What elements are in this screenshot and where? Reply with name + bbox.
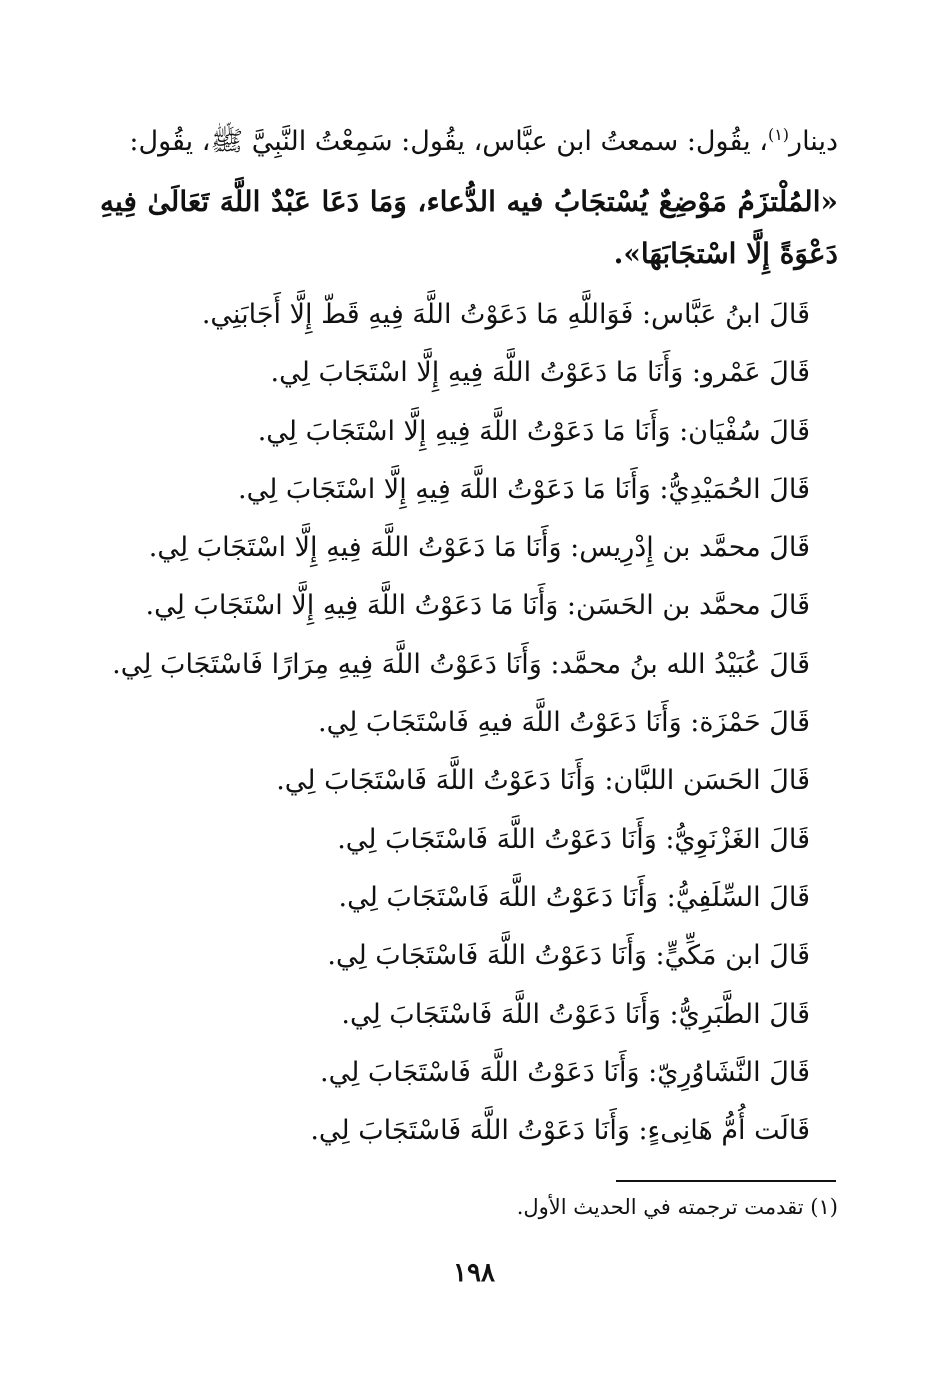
narrations-list	[100, 286, 838, 1160]
footnote-reference[interactable]: (١)	[767, 125, 790, 144]
narration-line: قَالَ حَمْزَة: وَأَنَا دَعَوْتُ اللَّهَ فيهِ فَاسْتَجَابَ لِي.	[317, 707, 810, 739]
narration-line: قَالَ النَّشَاوُرِيّ: وَأَنَا دَعَوْتُ اللَّهَ فَاسْتَجَابَ لِي.	[320, 1056, 810, 1088]
narration-line: قَالَ السِّلَفِيُّ: وَأَنَا دَعَوْتُ اللَّهَ فَاسْتَجَابَ لِي.	[338, 881, 810, 913]
narration-line: قَالَ عَمْرو: وَأَنَا مَا دَعَوْتُ اللَّهَ فِيهِ إِلَّا اسْتَجَابَ لِي.	[270, 357, 810, 389]
narration-line: قَالَ الحُمَيْدِيُّ: وَأَنَا مَا دَعَوْتُ اللَّهَ فِيهِ إِلَّا اسْتَجَابَ لِي.	[237, 473, 810, 505]
narration-line: قَالَ الغَزْنَوِيُّ: وَأَنَا دَعَوْتُ اللَّهَ فَاسْتَجَابَ لِي.	[337, 823, 810, 855]
narration-line: قَالَ الحَسَن اللبَّان: وَأَنَا دَعَوْتُ اللَّهَ فَاسْتَجَابَ لِي.	[276, 765, 810, 797]
narration-line: قَالَ الطَّبَرِيُّ: وَأَنَا دَعَوْتُ اللَّهَ فَاسْتَجَابَ لِي.	[341, 998, 810, 1030]
intro-text-start: دينار	[789, 126, 838, 157]
intro-text-end: ، يقُول: سمعتُ ابن عبَّاس، يقُول: سَمِعْتُ النَّبِيَّ ﷺ، يقُول:	[129, 126, 768, 157]
narration-line: قَالَ سُفْيَان: وَأَنَا مَا دَعَوْتُ اللَّهَ فِيهِ إِلَّا اسْتَجَابَ لِي.	[257, 415, 810, 447]
hadith-text	[100, 176, 838, 280]
narration-line: قَالَ ابنُ عَبَّاس: فَوَاللَّهِ مَا دَعَوْتُ اللَّهَ فِيهِ قَطّ إِلَّا أَجَابَنِي.	[201, 299, 810, 330]
narration-line: قَالَ محمَّد بن الحَسَن: وَأَنَا مَا دَعَوْتُ اللَّهَ فِيهِ إِلَّا اسْتَجَابَ لِي.	[145, 590, 810, 622]
hadith-line-1: «المُلْتزَمُ مَوْضِعٌ يُسْتجَابُ فيه الدُّعاء، وَمَا دَعَا عَبْدٌ اللَّهَ تَعَالَىٰ فِيهِ	[100, 185, 838, 218]
page-number: ١٩٨	[453, 1258, 495, 1288]
narration-line: قَالَ محمَّد بن إِدْرِيس: وَأَنَا مَا دَعَوْتُ اللَّهَ فِيهِ إِلَّا اسْتَجَابَ لِي.	[148, 532, 810, 564]
narration-line: قَالَ عُبَيْدُ الله بنُ محمَّد: وَأَنَا دَعَوْتُ اللَّهَ فِيهِ مِرَارًا فَاسْتَجَابَ لِي.	[112, 648, 810, 680]
footnote-text: (١) تقدمت ترجمته في الحديث الأول.	[516, 1195, 838, 1219]
narration-line: قَالَ ابن مَكِّيٍّ: وَأَنَا دَعَوْتُ اللَّهَ فَاسْتَجَابَ لِي.	[327, 940, 810, 972]
narration-line: قَالَت أُمُّ هَانِىءٍ: وَأَنَا دَعَوْتُ اللَّهَ فَاسْتَجَابَ لِي.	[310, 1115, 810, 1147]
hadith-line-2: دَعْوَةً إِلَّا اسْتجَابَهَا».	[613, 237, 838, 270]
footnote-divider	[616, 1180, 836, 1182]
intro-line	[100, 118, 838, 166]
